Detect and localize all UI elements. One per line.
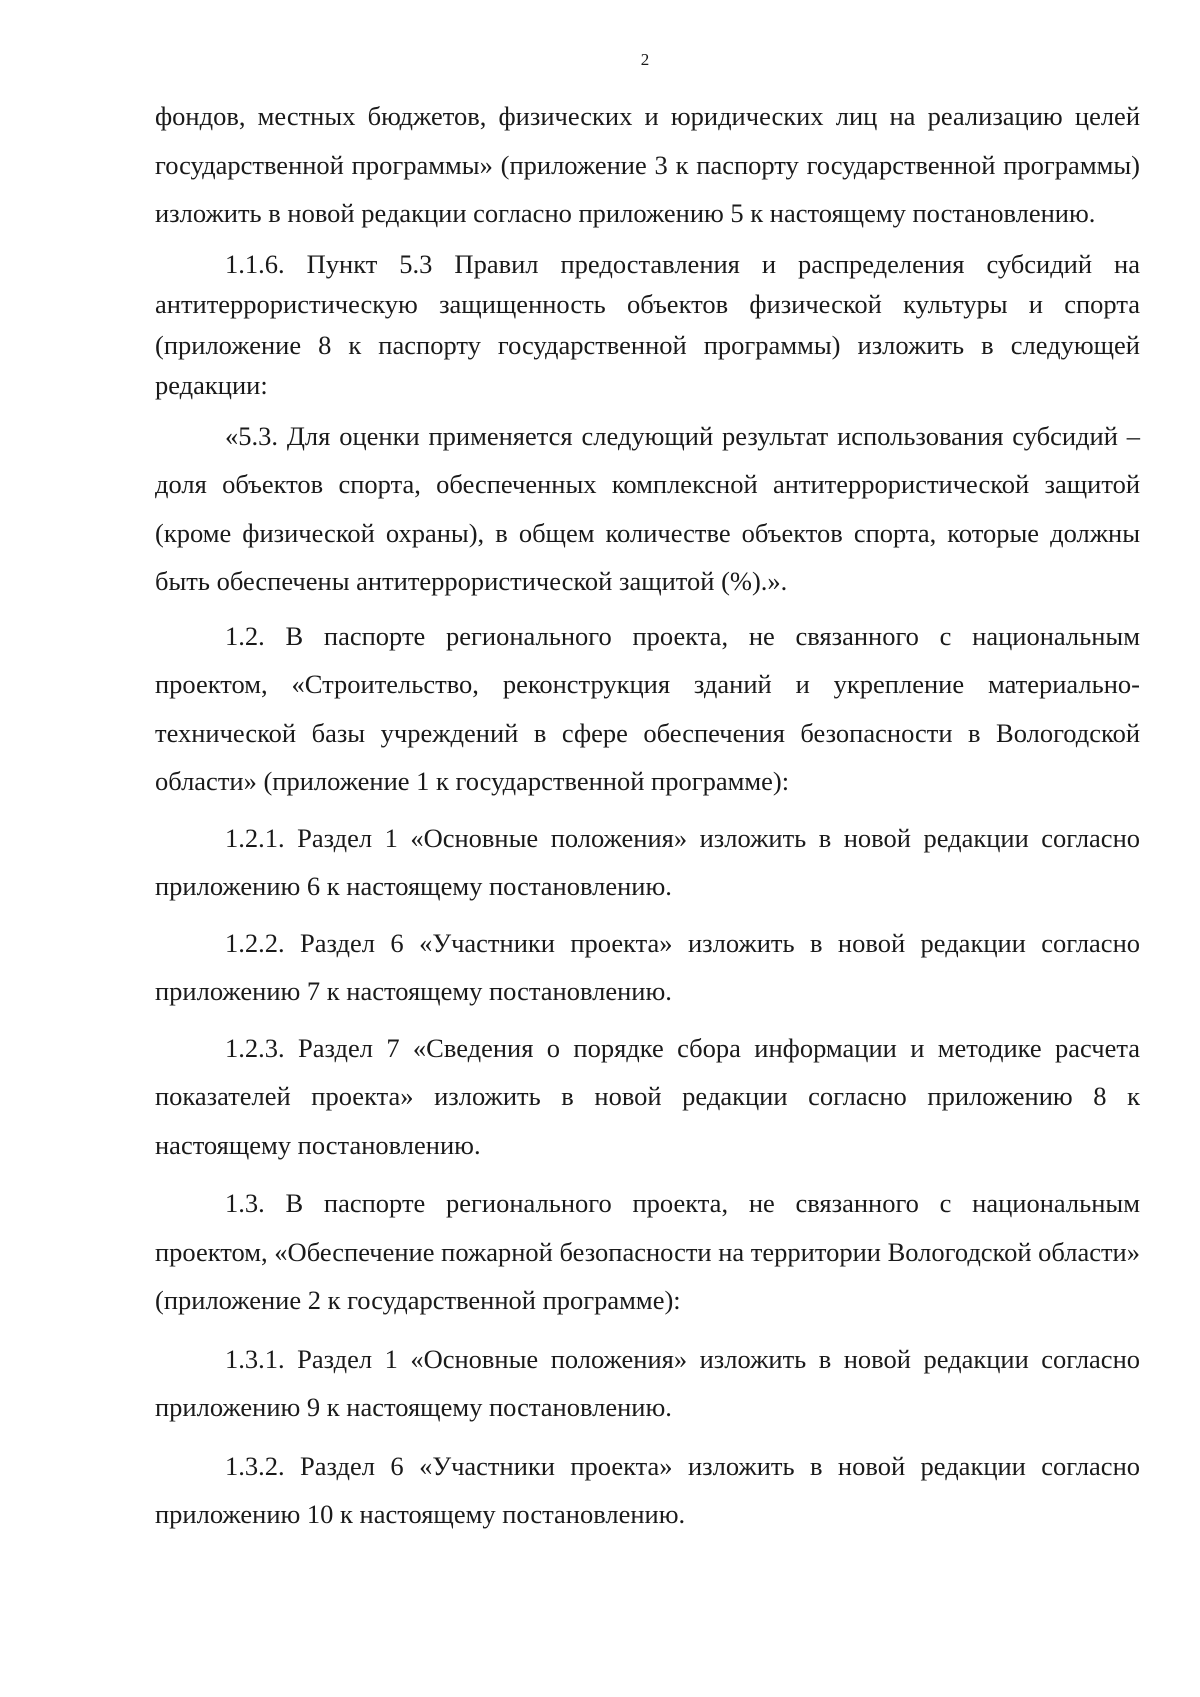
paragraph-1-3-2: 1.3.2. Раздел 6 «Участники проекта» изложить в новой редакции согласно приложению 10 к настоящему постановлению. — [155, 1450, 1140, 1529]
paragraph-1-2-2: 1.2.2. Раздел 6 «Участники проекта» изложить в новой редакции согласно приложению 7 к настоящему постановлению. — [155, 927, 1140, 1006]
paragraph-1-1-6: 1.1.6. Пункт 5.3 Правил предоставления и распределения субсидий на антитеррористическую защищенность объектов физической культуры и спорта (приложение 8 к паспорту государственной программы) изложить в следующей редакции: — [155, 248, 1140, 400]
paragraph-1-3-1: 1.3.1. Раздел 1 «Основные положения» изложить в новой редакции согласно приложению 9 к настоящему постановлению. — [155, 1343, 1140, 1422]
paragraph-1-3: 1.3. В паспорте регионального проекта, не связанного с национальным проектом, «Обеспечение пожарной безопасности на территории Вологодской области» (приложение 2 к государственной программе): — [155, 1188, 1140, 1315]
paragraph-1-2-1: 1.2.1. Раздел 1 «Основные положения» изложить в новой редакции согласно приложению 6 к настоящему постановлению. — [155, 822, 1140, 901]
paragraph-quote-5-3: «5.3. Для оценки применяется следующий результат использования субсидий – доля объектов спорта, обеспеченных комплексной антитеррористической защитой (кроме физической охраны), в общем количестве объектов спорта, которые должны быть обеспечены антитеррористической защитой (%).». — [155, 420, 1140, 596]
document-body — [155, 92, 1140, 1539]
paragraph-1-2: 1.2. В паспорте регионального проекта, не связанного с национальным проектом, «Строительство, реконструкция зданий и укрепление материально-технической базы учреждений в сфере обеспечения безопасности в Вологодской области» (приложение 1 к государственной программе): — [155, 620, 1140, 796]
paragraph-1-2-3: 1.2.3. Раздел 7 «Сведения о порядке сбора информации и методике расчета показателей проекта» изложить в новой редакции согласно приложению 8 к настоящему постановлению. — [155, 1032, 1140, 1160]
page-number: 2 — [640, 50, 650, 69]
paragraph-continuation: фондов, местных бюджетов, физических и юридических лиц на реализацию целей государственной программы» (приложение 3 к паспорту государственной программы) изложить в новой редакции согласно приложению 5 к настоящему постановлению. — [155, 101, 1140, 228]
